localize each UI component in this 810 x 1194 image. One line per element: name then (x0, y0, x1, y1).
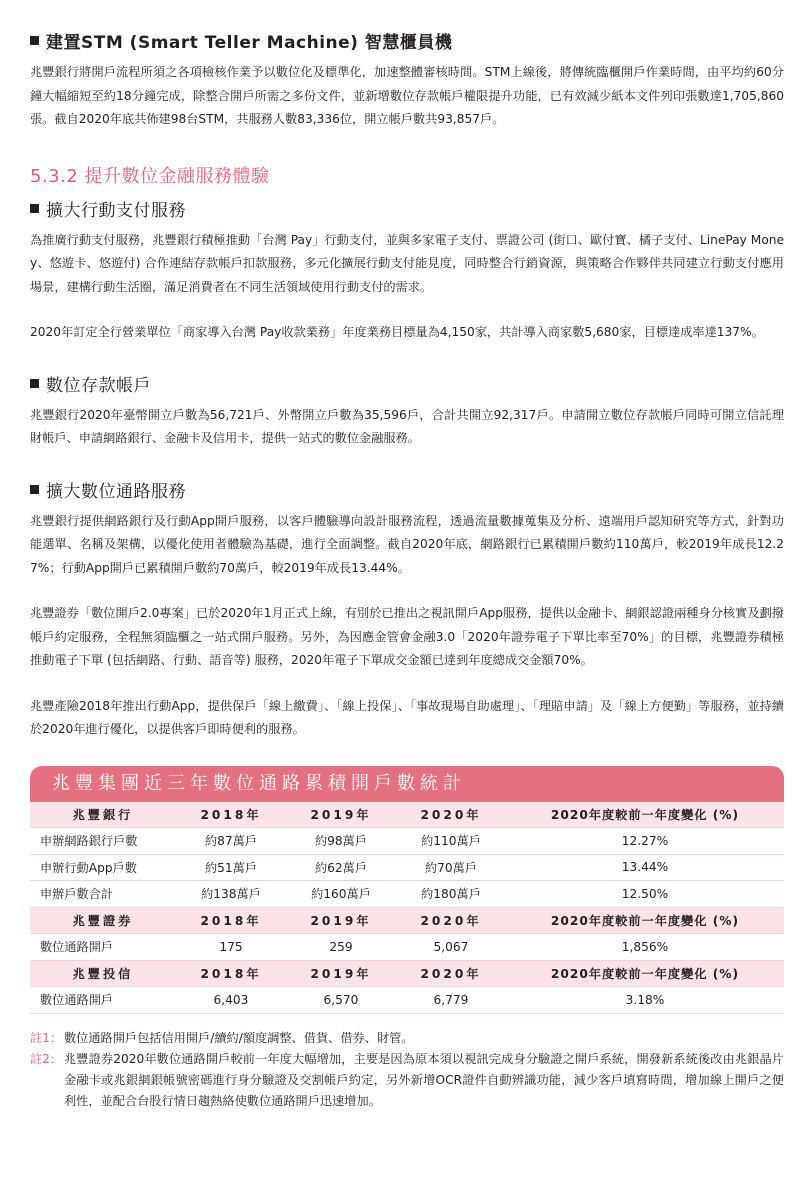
mobile-pay-paragraph-1: 為推廣行動支付服務，兆豐銀行積極推動「台灣 Pay」行動支付，並與多家電子支付、票證公司 (街口、歐付寶、橘子支付、LinePay Money、悠遊卡、悠遊付) 合作連結存款帳戶扣款服務，多元化擴展行動支付能見度，同時整合行銷資源，與策略合作夥伴共同建立行動支付應用場景，建構行動生活圈，滿足消費者在不同生活領域使用行動支付的需求。 (30, 232, 784, 294)
digital-channel-heading (30, 477, 784, 502)
table-cell: 約62萬戶 (286, 854, 396, 881)
bullet-square-icon (30, 204, 39, 213)
bullet-square-icon (30, 36, 39, 45)
table-cell: 2018年 (176, 960, 286, 987)
mobile-pay-heading (30, 196, 784, 221)
note-text: 兆豐證券2020年數位通路開戶較前一年度大幅增加，主要是因為原本須以視訊完成身分驗證之開戶系統，開發新系統後改由兆銀晶片金融卡或兆銀網銀帳號密碼進行身分驗證及交割帳戶約定，另外新增OCR證件自動辨識功能，減少客戶填寫時間，增加線上開戶之便利性，並配合台股行情日趨熱絡使數位通路開戶迅速增加。 (64, 1051, 784, 1108)
table-cell: 約110萬戶 (396, 828, 506, 855)
digital-channel-heading-text: 擴大數位通路服務 (46, 481, 186, 502)
table-cell: 數位通路開戶 (30, 934, 176, 961)
table-cell: 13.44% (506, 854, 784, 881)
table-cell: 約160萬戶 (286, 881, 396, 908)
digital-account-heading (30, 371, 784, 396)
notes (30, 1028, 784, 1112)
table-cell: 兆豐證券 (30, 907, 176, 934)
note-label: 註2： (30, 1051, 63, 1066)
digital-channel-paragraph-2: 兆豐證券「數位開戶2.0專案」已於2020年1月正式上線，有別於已推出之視訊開戶App服務，提供以金融卡、網銀認證兩種身分核實及劃撥帳戶約定服務，全程無須臨櫃之一站式開戶服務。另外，為因應金管會金融3.0「2020年證券電子下單比率至70%」的目標，兆豐證券積極推動電子下單 (包括網路、行動、語音等) 服務，2020年電子下單成交金額已達到年度總成交金額70%。 (30, 606, 784, 667)
table-cell: 6,779 (396, 987, 506, 1014)
mobile-pay-paragraph-2: 2020年訂定全行營業單位「商家導入台灣 Pay收款業務」年度業務目標量為4,150家，共計導入商家數5,680家，目標達成率達137%。 (30, 325, 764, 339)
table-cell: 175 (176, 934, 286, 961)
table-row (30, 934, 784, 961)
table-cell: 2020年度較前一年度變化 (%) (506, 907, 784, 934)
table-cell: 2018年 (176, 802, 286, 828)
table-cell: 12.50% (506, 881, 784, 908)
table-cell: 2019年 (286, 907, 396, 934)
table-cell: 2019年 (286, 960, 396, 987)
digital-account-heading-text: 數位存款帳戶 (46, 375, 151, 396)
table-cell: 約98萬戶 (286, 828, 396, 855)
table-cell: 2020年 (396, 960, 506, 987)
table-header-row (30, 960, 784, 987)
note-label: 註1： (30, 1030, 63, 1045)
table-cell: 2020年度較前一年度變化 (%) (506, 960, 784, 987)
table-cell: 2020年度較前一年度變化 (%) (506, 802, 784, 828)
table-cell: 3.18% (506, 987, 784, 1014)
table-row (30, 987, 784, 1014)
digital-channel-paragraph-3: 兆豐產險2018年推出行動App，提供保戶「線上繳費」、「線上投保」、「事故現場自助處理」、「理賠申請」及「線上方便勤」等服務，並持續於2020年進行優化，以提供客戶即時便利的服務。 (30, 698, 784, 736)
table-cell: 2019年 (286, 802, 396, 828)
table-cell: 5,067 (396, 934, 506, 961)
stm-heading (30, 28, 784, 53)
table-cell: 約51萬戶 (176, 854, 286, 881)
note-item (30, 1049, 784, 1112)
stats-table-title: 兆豐集團近三年數位通路累積開戶數統計 (30, 766, 784, 802)
table-cell: 申辦戶數合計 (30, 881, 176, 908)
digital-channel-paragraph-1: 兆豐銀行提供網路銀行及行動App開戶服務，以客戶體驗導向設計服務流程，透過流量數據蒐集及分析、遠端用戶認知研究等方式，針對功能選單、名稱及架構，以優化使用者體驗為基礎，進行全面調整。截自2020年底，網路銀行已累積開戶數約110萬戶，較2019年成長12.27%；行動App開戶已累積開戶數約70萬戶，較2019年成長13.44%。 (30, 513, 784, 575)
table-cell: 約180萬戶 (396, 881, 506, 908)
note-text: 數位通路開戶包括信用開戶/續約/額度調整、借貨、借券、財管。 (64, 1030, 414, 1045)
bullet-square-icon (30, 485, 39, 494)
table-cell: 2020年 (396, 907, 506, 934)
table-cell: 申辦網路銀行戶數 (30, 828, 176, 855)
table-cell: 2020年 (396, 802, 506, 828)
bullet-square-icon (30, 379, 39, 388)
table-cell: 申辦行動App戶數 (30, 854, 176, 881)
table-row (30, 881, 784, 908)
table-cell: 數位通路開戶 (30, 987, 176, 1014)
table-header-row (30, 907, 784, 934)
table-cell: 約87萬戶 (176, 828, 286, 855)
note-item (30, 1028, 784, 1049)
table-cell: 1,856% (506, 934, 784, 961)
table-cell: 2018年 (176, 907, 286, 934)
stats-table (30, 802, 784, 1014)
table-cell: 6,403 (176, 987, 286, 1014)
table-cell: 兆豐投信 (30, 960, 176, 987)
section-title: 5.3.2 提升數位金融服務體驗 (30, 165, 270, 187)
table-cell: 約70萬戶 (396, 854, 506, 881)
stats-table-container (30, 766, 784, 1014)
table-header-row (30, 802, 784, 828)
mobile-pay-heading-text: 擴大行動支付服務 (46, 200, 186, 221)
table-cell: 兆豐銀行 (30, 802, 176, 828)
digital-account-paragraph: 兆豐銀行2020年臺幣開立戶數為56,721戶、外幣開立戶數為35,596戶，合計共開立92,317戶。申請開立數位存款帳戶同時可開立信託理財帳戶、申請網路銀行、金融卡及信用卡，提供一站式的數位金融服務。 (30, 407, 784, 445)
table-cell: 6,570 (286, 987, 396, 1014)
stm-paragraph: 兆豐銀行將開戶流程所須之各項檢核作業予以數位化及標準化，加速整體審核時間。STM上線後，將傳統臨櫃開戶作業時間，由平均約60分鐘大幅縮短至約18分鐘完成，除整合開戶所需之多份文件，並新增數位存款帳戶權限提升功能，已有效減少紙本文件列印張數達1,705,860張。截自2020年底共佈建98台STM，共服務人數83,336位，開立帳戶數共93,857戶。 (30, 65, 784, 126)
table-cell: 259 (286, 934, 396, 961)
table-cell: 約138萬戶 (176, 881, 286, 908)
page-content (30, 28, 784, 1112)
table-row (30, 854, 784, 881)
table-row (30, 828, 784, 855)
stm-heading-text: 建置STM (Smart Teller Machine) 智慧櫃員機 (46, 33, 453, 53)
table-cell: 12.27% (506, 828, 784, 855)
